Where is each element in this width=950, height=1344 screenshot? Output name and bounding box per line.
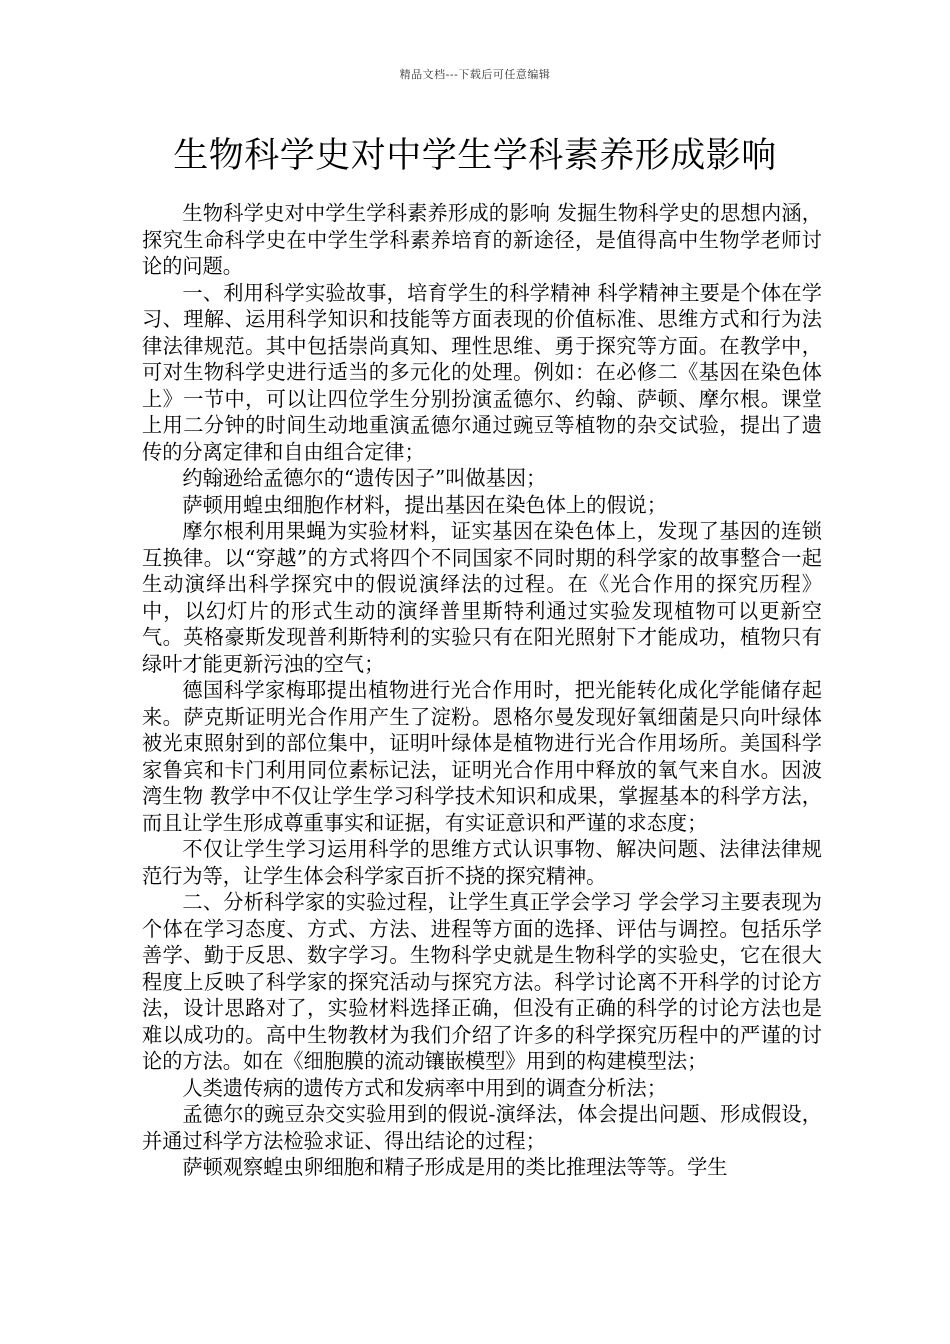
paragraph: 萨顿用蝗虫细胞作材料，提出基因在染色体上的假说； xyxy=(182,492,667,517)
paragraph: 萨顿观察蝗虫卵细胞和精子形成是用的类比推理法等等。学生 xyxy=(182,1155,728,1179)
paragraph: 德国科学家梅耶提出植物进行光合作用时，把光能转化成化学能储存起来。萨克斯证明光合作用产生了淀粉。恩格尔曼发现好氧细菌是只向叶绿体被光束照射到的部位集中，证明叶绿体是植物进行光合作用场所。美国科学家鲁宾和卡门利用同位素标记法，证明光合作用中释放的氧气来自水。因波湾生物 教学中不仅让学生学习科学技术知识和成果，掌握基本的科学方法，而且让学生形成尊重事实和证据，有实证意识和严谨的求态度； xyxy=(142,678,822,835)
paragraph: 摩尔根利用果蝇为实验材料，证实基因在染色体上，发现了基因的连锁互换律。以“穿越”的方式将四个不同国家不同时期的科学家的故事整合一起生动演绎出科学探究中的假说演绎法的过程。在《光合作用的探究历程》中，以幻灯片的形式生动的演绎普里斯特利通过实验发现植物可以更新空气。英格豪斯发现普利斯特利的实验只有在阳光照射下才能成功，植物只有绿叶才能更新污浊的空气； xyxy=(142,519,822,676)
paragraph: 生物科学史对中学生学科素养形成的影响 发掘生物科学史的思想内涵，探究生命科学史在中学生学科素养培育的新途径，是值得高中生物学老师讨论的问题。 xyxy=(142,201,822,278)
paragraph: 不仅让学生学习运用科学的思维方式认识事物、解决问题、法律法律规范行为等，让学生体会科学家百折不挠的探究精神。 xyxy=(142,837,822,888)
paragraph: 孟德尔的豌豆杂交实验用到的假说-演绎法，体会提出问题、形成假设，并通过科学方法检验求证、得出结论的过程； xyxy=(142,1102,822,1153)
paragraph: 约翰逊给孟德尔的“遗传因子”叫做基因； xyxy=(182,466,547,490)
paragraph: 一、利用科学实验故事，培育学生的科学精神 科学精神主要是个体在学习、理解、运用科学知识和技能等方面表现的价值标准、思维方式和行为法律法律规范。其中包括崇尚真知、理性思维、勇于探究等方面。在教学中，可对生物科学史进行适当的多元化的处理。例如：在必修二《基因在染色体上》一节中，可以让四位学生分别扮演孟德尔、约翰、萨顿、摩尔根。课堂上用二分钟的时间生动地重演孟德尔通过豌豆等植物的杂交试验，提出了遗传的分离定律和自由组合定律； xyxy=(142,280,822,464)
header-note: 精品文档---下载后可任意编辑 xyxy=(399,68,551,81)
document-title: 生物科学史对中学生学科素养形成影响 xyxy=(173,136,777,176)
document-body xyxy=(142,200,822,1181)
paragraph: 二、分析科学家的实验过程，让学生真正学会学习 学会学习主要表现为个体在学习态度、方式、方法、进程等方面的选择、评估与调控。包括乐学善学、勤于反思、数字学习。生物科学史就是生物科学的实验史，它在很大程度上反映了科学家的探究活动与探究方法。科学讨论离不开科学的讨论方法，设计思路对了，实验材料选择正确，但没有正确的科学的讨论方法也是难以成功的。高中生物教材为我们介绍了许多的科学探究历程中的严谨的讨论的方法。如在《细胞膜的流动镶嵌模型》用到的构建模型法； xyxy=(142,890,822,1073)
paragraph: 人类遗传病的遗传方式和发病率中用到的调查分析法； xyxy=(182,1075,667,1100)
